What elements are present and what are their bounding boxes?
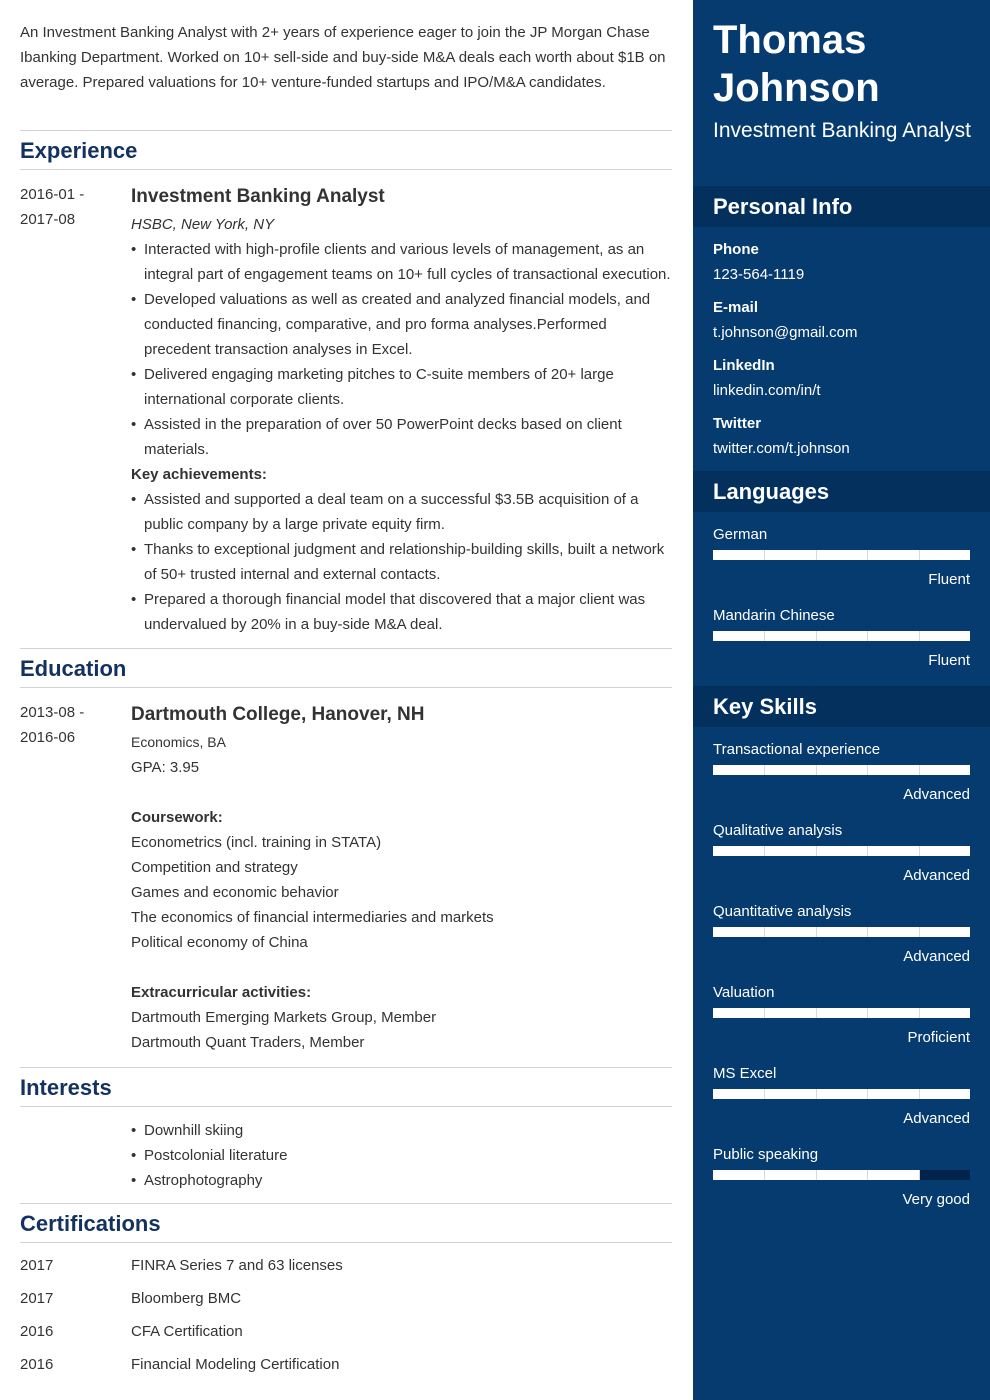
- bar-divider: [919, 1170, 920, 1180]
- skill-level-bar: [713, 765, 970, 775]
- certification-year: 2017: [20, 1257, 54, 1274]
- phone-value: 123-564-1119: [713, 266, 805, 283]
- achievement-list: [131, 487, 672, 637]
- skill-name: Qualitative analysis: [713, 822, 843, 839]
- bar-divider: [867, 846, 868, 856]
- language-level-label: Fluent: [928, 571, 970, 588]
- section-title: Key Skills: [713, 694, 817, 719]
- language-level-fill: [713, 550, 970, 560]
- list-item: The economics of financial intermediaries and markets: [131, 909, 494, 926]
- bar-divider: [816, 846, 817, 856]
- list-item: • Prepared a thorough financial model that discovered that a major client was undervalued by 20% in a buy-side M&A deal.: [131, 587, 672, 637]
- language-item: [713, 606, 970, 687]
- skill-item: [713, 821, 970, 902]
- bar-divider: [816, 550, 817, 560]
- bar-divider: [919, 550, 920, 560]
- gpa: GPA: 3.95: [131, 759, 200, 776]
- skill-level-fill: [713, 846, 970, 856]
- list-item: • Postcolonial literature: [131, 1143, 672, 1168]
- job-title: Investment Banking Analyst: [131, 186, 385, 207]
- skill-level-bar: [713, 846, 970, 856]
- bar-divider: [764, 550, 765, 560]
- last-name: Johnson: [713, 66, 880, 110]
- skill-level-bar: [713, 1170, 970, 1180]
- bar-divider: [867, 1089, 868, 1099]
- language-level-bar: [713, 631, 970, 641]
- coursework-label: Coursework:: [131, 809, 223, 826]
- certification-name: CFA Certification: [131, 1323, 243, 1340]
- interests-section: [20, 1067, 672, 1193]
- interests-header: [20, 1067, 672, 1107]
- interests-entry: [20, 1118, 672, 1193]
- list-item: Competition and strategy: [131, 859, 298, 876]
- responsibility-list: [131, 237, 672, 462]
- bar-divider: [867, 1170, 868, 1180]
- bar-divider: [816, 1170, 817, 1180]
- language-name: German: [713, 526, 768, 543]
- interest-list: [131, 1118, 672, 1193]
- bar-divider: [764, 765, 765, 775]
- date-start: 2013-08 -: [20, 704, 85, 721]
- bar-divider: [764, 631, 765, 641]
- language-item: [713, 525, 970, 606]
- bar-divider: [867, 1008, 868, 1018]
- skills-header: [693, 686, 990, 727]
- skill-level-label: Advanced: [903, 948, 970, 965]
- bar-divider: [764, 1089, 765, 1099]
- certification-name: FINRA Series 7 and 63 licenses: [131, 1257, 343, 1274]
- email-label: E-mail: [713, 299, 759, 316]
- skill-level-bar: [713, 927, 970, 937]
- certification-year: 2016: [20, 1356, 54, 1373]
- certifications-section: [20, 1203, 672, 1381]
- skill-name: Transactional experience: [713, 741, 881, 758]
- section-title: Education: [20, 656, 127, 681]
- full-name: [713, 16, 880, 112]
- bar-divider: [919, 846, 920, 856]
- skill-level-fill: [713, 765, 970, 775]
- bar-divider: [764, 1170, 765, 1180]
- bar-divider: [919, 1008, 920, 1018]
- linkedin-value[interactable]: linkedin.com/in/t: [713, 382, 821, 399]
- company-name: HSBC, New York, NY: [131, 216, 275, 233]
- list-item: Games and economic behavior: [131, 884, 339, 901]
- date-end: 2016-06: [20, 729, 76, 746]
- section-title: Languages: [713, 479, 830, 504]
- languages-header: [693, 471, 990, 512]
- education-entry: [20, 700, 672, 1055]
- skill-level-label: Advanced: [903, 867, 970, 884]
- bar-divider: [764, 846, 765, 856]
- section-title: Personal Info: [713, 194, 853, 219]
- skill-name: Valuation: [713, 984, 775, 1001]
- skill-item: [713, 902, 970, 983]
- job-role: Investment Banking Analyst: [713, 119, 971, 142]
- skill-level-fill: [713, 927, 970, 937]
- language-level-bar: [713, 550, 970, 560]
- extracurricular-label: Extracurricular activities:: [131, 984, 312, 1001]
- certification-name: Financial Modeling Certification: [131, 1356, 340, 1373]
- certification-list: [20, 1249, 672, 1381]
- language-level-label: Fluent: [928, 652, 970, 669]
- skill-level-label: Advanced: [903, 786, 970, 803]
- list-item: • Delivered engaging marketing pitches to C-suite members of 20+ large international corporate clients.: [131, 362, 672, 412]
- language-level-fill: [713, 631, 970, 641]
- date-end: 2017-08: [20, 211, 76, 228]
- skill-level-label: Advanced: [903, 1110, 970, 1127]
- education-dates: [20, 700, 120, 750]
- phone-label: Phone: [713, 241, 759, 258]
- list-item: Dartmouth Quant Traders, Member: [131, 1034, 365, 1051]
- bar-divider: [816, 631, 817, 641]
- certification-year: 2017: [20, 1290, 54, 1307]
- skill-item: [713, 740, 970, 821]
- skill-item: [713, 1145, 970, 1226]
- bar-divider: [764, 927, 765, 937]
- list-item: Political economy of China: [131, 934, 308, 951]
- experience-header: [20, 130, 672, 170]
- experience-dates: [20, 182, 120, 232]
- bar-divider: [919, 927, 920, 937]
- bar-divider: [764, 1008, 765, 1018]
- list-item: • Astrophotography: [131, 1168, 672, 1193]
- certification-row: [20, 1315, 672, 1348]
- certification-name: Bloomberg BMC: [131, 1290, 242, 1307]
- section-title: Experience: [20, 138, 138, 163]
- email-value[interactable]: t.johnson@gmail.com: [713, 324, 858, 341]
- bar-divider: [867, 631, 868, 641]
- certifications-header: [20, 1203, 672, 1243]
- section-title: Interests: [20, 1075, 112, 1100]
- list-item: • Interacted with high-profile clients and various levels of management, as an integral part of engagement teams on 10+ full cycles of transactional execution.: [131, 237, 672, 287]
- certification-year: 2016: [20, 1323, 54, 1340]
- skill-level-fill: [713, 1008, 970, 1018]
- bar-divider: [816, 765, 817, 775]
- bar-divider: [867, 550, 868, 560]
- skill-name: MS Excel: [713, 1065, 777, 1082]
- skill-name: Quantitative analysis: [713, 903, 852, 920]
- bar-divider: [816, 1008, 817, 1018]
- list-item: • Thanks to exceptional judgment and relationship-building skills, built a network of 50+ trusted internal and external contacts.: [131, 537, 672, 587]
- first-name: Thomas: [713, 18, 867, 62]
- achievements-label: Key achievements:: [131, 466, 267, 483]
- profile-summary: An Investment Banking Analyst with 2+ years of experience eager to join the JP Morgan Chase Ibanking Department. Worked on 10+ sell-side and buy-side M&A deals each worth about $1B on average. Prepared valuations for 10+ venture-funded startups and IPO/M&A candidates.: [20, 24, 666, 91]
- skill-level-bar: [713, 1089, 970, 1099]
- certification-row: [20, 1348, 672, 1381]
- skill-level-label: Proficient: [907, 1029, 970, 1046]
- bar-divider: [919, 1089, 920, 1099]
- certification-row: [20, 1249, 672, 1282]
- skill-name: Public speaking: [713, 1146, 819, 1163]
- experience-section: [20, 130, 672, 637]
- twitter-value[interactable]: twitter.com/t.johnson: [713, 440, 850, 457]
- school-name: Dartmouth College, Hanover, NH: [131, 704, 425, 725]
- bar-divider: [816, 927, 817, 937]
- bar-divider: [919, 765, 920, 775]
- list-item: • Assisted and supported a deal team on a successful $3.5B acquisition of a public company by a large private equity firm.: [131, 487, 672, 537]
- skill-level-bar: [713, 1008, 970, 1018]
- degree: Economics, BA: [131, 734, 226, 750]
- twitter-label: Twitter: [713, 415, 762, 432]
- personal-info-header: [693, 186, 990, 227]
- list-item: • Downhill skiing: [131, 1118, 672, 1143]
- certification-row: [20, 1282, 672, 1315]
- list-item: Econometrics (incl. training in STATA): [131, 834, 382, 851]
- bar-divider: [816, 1089, 817, 1099]
- section-title: Certifications: [20, 1211, 161, 1236]
- linkedin-label: LinkedIn: [713, 357, 775, 374]
- skill-level-label: Very good: [902, 1191, 970, 1208]
- skill-item: [713, 983, 970, 1064]
- experience-entry: [20, 182, 672, 637]
- language-name: Mandarin Chinese: [713, 607, 835, 624]
- education-section: [20, 648, 672, 1055]
- bar-divider: [867, 765, 868, 775]
- skill-item: [713, 1064, 970, 1145]
- skill-level-fill: [713, 1089, 970, 1099]
- list-item: Dartmouth Emerging Markets Group, Member: [131, 1009, 437, 1026]
- bar-divider: [867, 927, 868, 937]
- list-item: • Developed valuations as well as created and analyzed financial models, and conducted financing, comparative, and pro forma analyses.Performed precedent transaction analyses in Excel.: [131, 287, 672, 362]
- education-header: [20, 648, 672, 688]
- date-start: 2016-01 -: [20, 186, 85, 203]
- list-item: • Assisted in the preparation of over 50 PowerPoint decks based on client materials.: [131, 412, 672, 462]
- sidebar: [693, 0, 990, 1400]
- bar-divider: [919, 631, 920, 641]
